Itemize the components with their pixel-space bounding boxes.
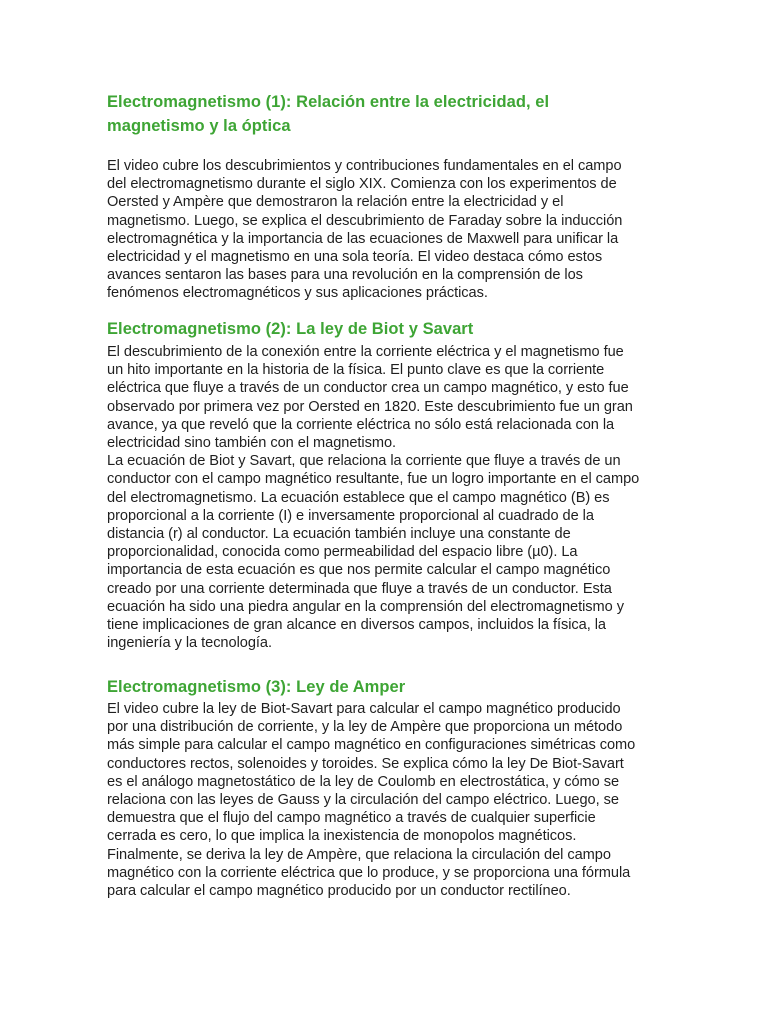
section-1-title (107, 90, 627, 138)
section-1-title-line-2: magnetismo y la óptica (107, 117, 291, 135)
section-1-body: El video cubre los descubrimientos y contribuciones fundamentales en el campo del electromagnetismo durante el siglo XIX. Comienza con los experimentos de Oersted y Ampère que demostraron la relación entre la electricidad y el magnetismo. Luego, se explica el descubrimiento de Faraday sobre la inducción electromagnética y la importancia de las ecuaciones de Maxwell para unificar la electricidad y el magnetismo en una sola teoría. El video destaca cómo estos avances sentaron las bases para una revolución en la comprensión de los fenómenos electromagnéticos y sus aplicaciones prácticas. (107, 158, 623, 302)
section-2-title: Electromagnetismo (2): La ley de Biot y Savart (107, 320, 474, 338)
section-2-body: El descubrimiento de la conexión entre la corriente eléctrica y el magnetismo fue un hito importante en la historia de la física. El punto clave es que la corriente eléctrica que fluye a través de un conductor crea un campo magnético, y esto fue observado por primera vez por Oersted en 1820. Este descubrimiento fue un gran avance, ya que reveló que la corriente eléctrica no sólo está relacionada con la electricidad sino también con el magnetismo. La ecuación de Biot y Savart, que relaciona la corriente que fluye a través de un conductor con el campo magnético resultante, fue un logro importante en el campo del electromagnetismo. La ecuación establece que el campo magnético (B) es proporcional a la corriente (I) e inversamente proporcional al cuadrado de la distancia (r) al conductor. La ecuación también incluye una constante de proporcionalidad, conocida como permeabilidad del espacio libre (µ0). La importancia de esta ecuación es que nos permite calcular el campo magnético creado por una corriente determinada que fluye a través de un conductor. Esta ecuación ha sido una piedra angular en la comprensión del electromagnetismo y tiene implicaciones de gran alcance en diversos campos, incluidos la física, la ingeniería y la tecnología. (107, 344, 640, 652)
section-3-body: El video cubre la ley de Biot-Savart para calcular el campo magnético producido por una distribución de corriente, y la ley de Ampère que proporciona un método más simple para calcular el campo magnético en configuraciones simétricas como conductores rectos, solenoides y toroides. Se explica cómo la ley De Biot-Savart es el análogo magnetostático de la ley de Coulomb en electrostática, y cómo se relaciona con las leyes de Gauss y la circulación del campo eléctrico. Luego, se demuestra que el flujo del campo magnético a través de cualquier superficie cerrada es cero, lo que implica la inexistencia de monopolos magnéticos. Finalmente, se deriva la ley de Ampère, que relaciona la circulación del campo magnético con la corriente eléctrica que lo produce, y se proporciona una fórmula para calcular el campo magnético producido por un conductor rectilíneo. (107, 701, 636, 900)
section-3-title: Electromagnetismo (3): Ley de Amper (107, 678, 406, 696)
section-1-title-line-1: Electromagnetismo (1): Relación entre la electricidad, el (107, 93, 550, 111)
